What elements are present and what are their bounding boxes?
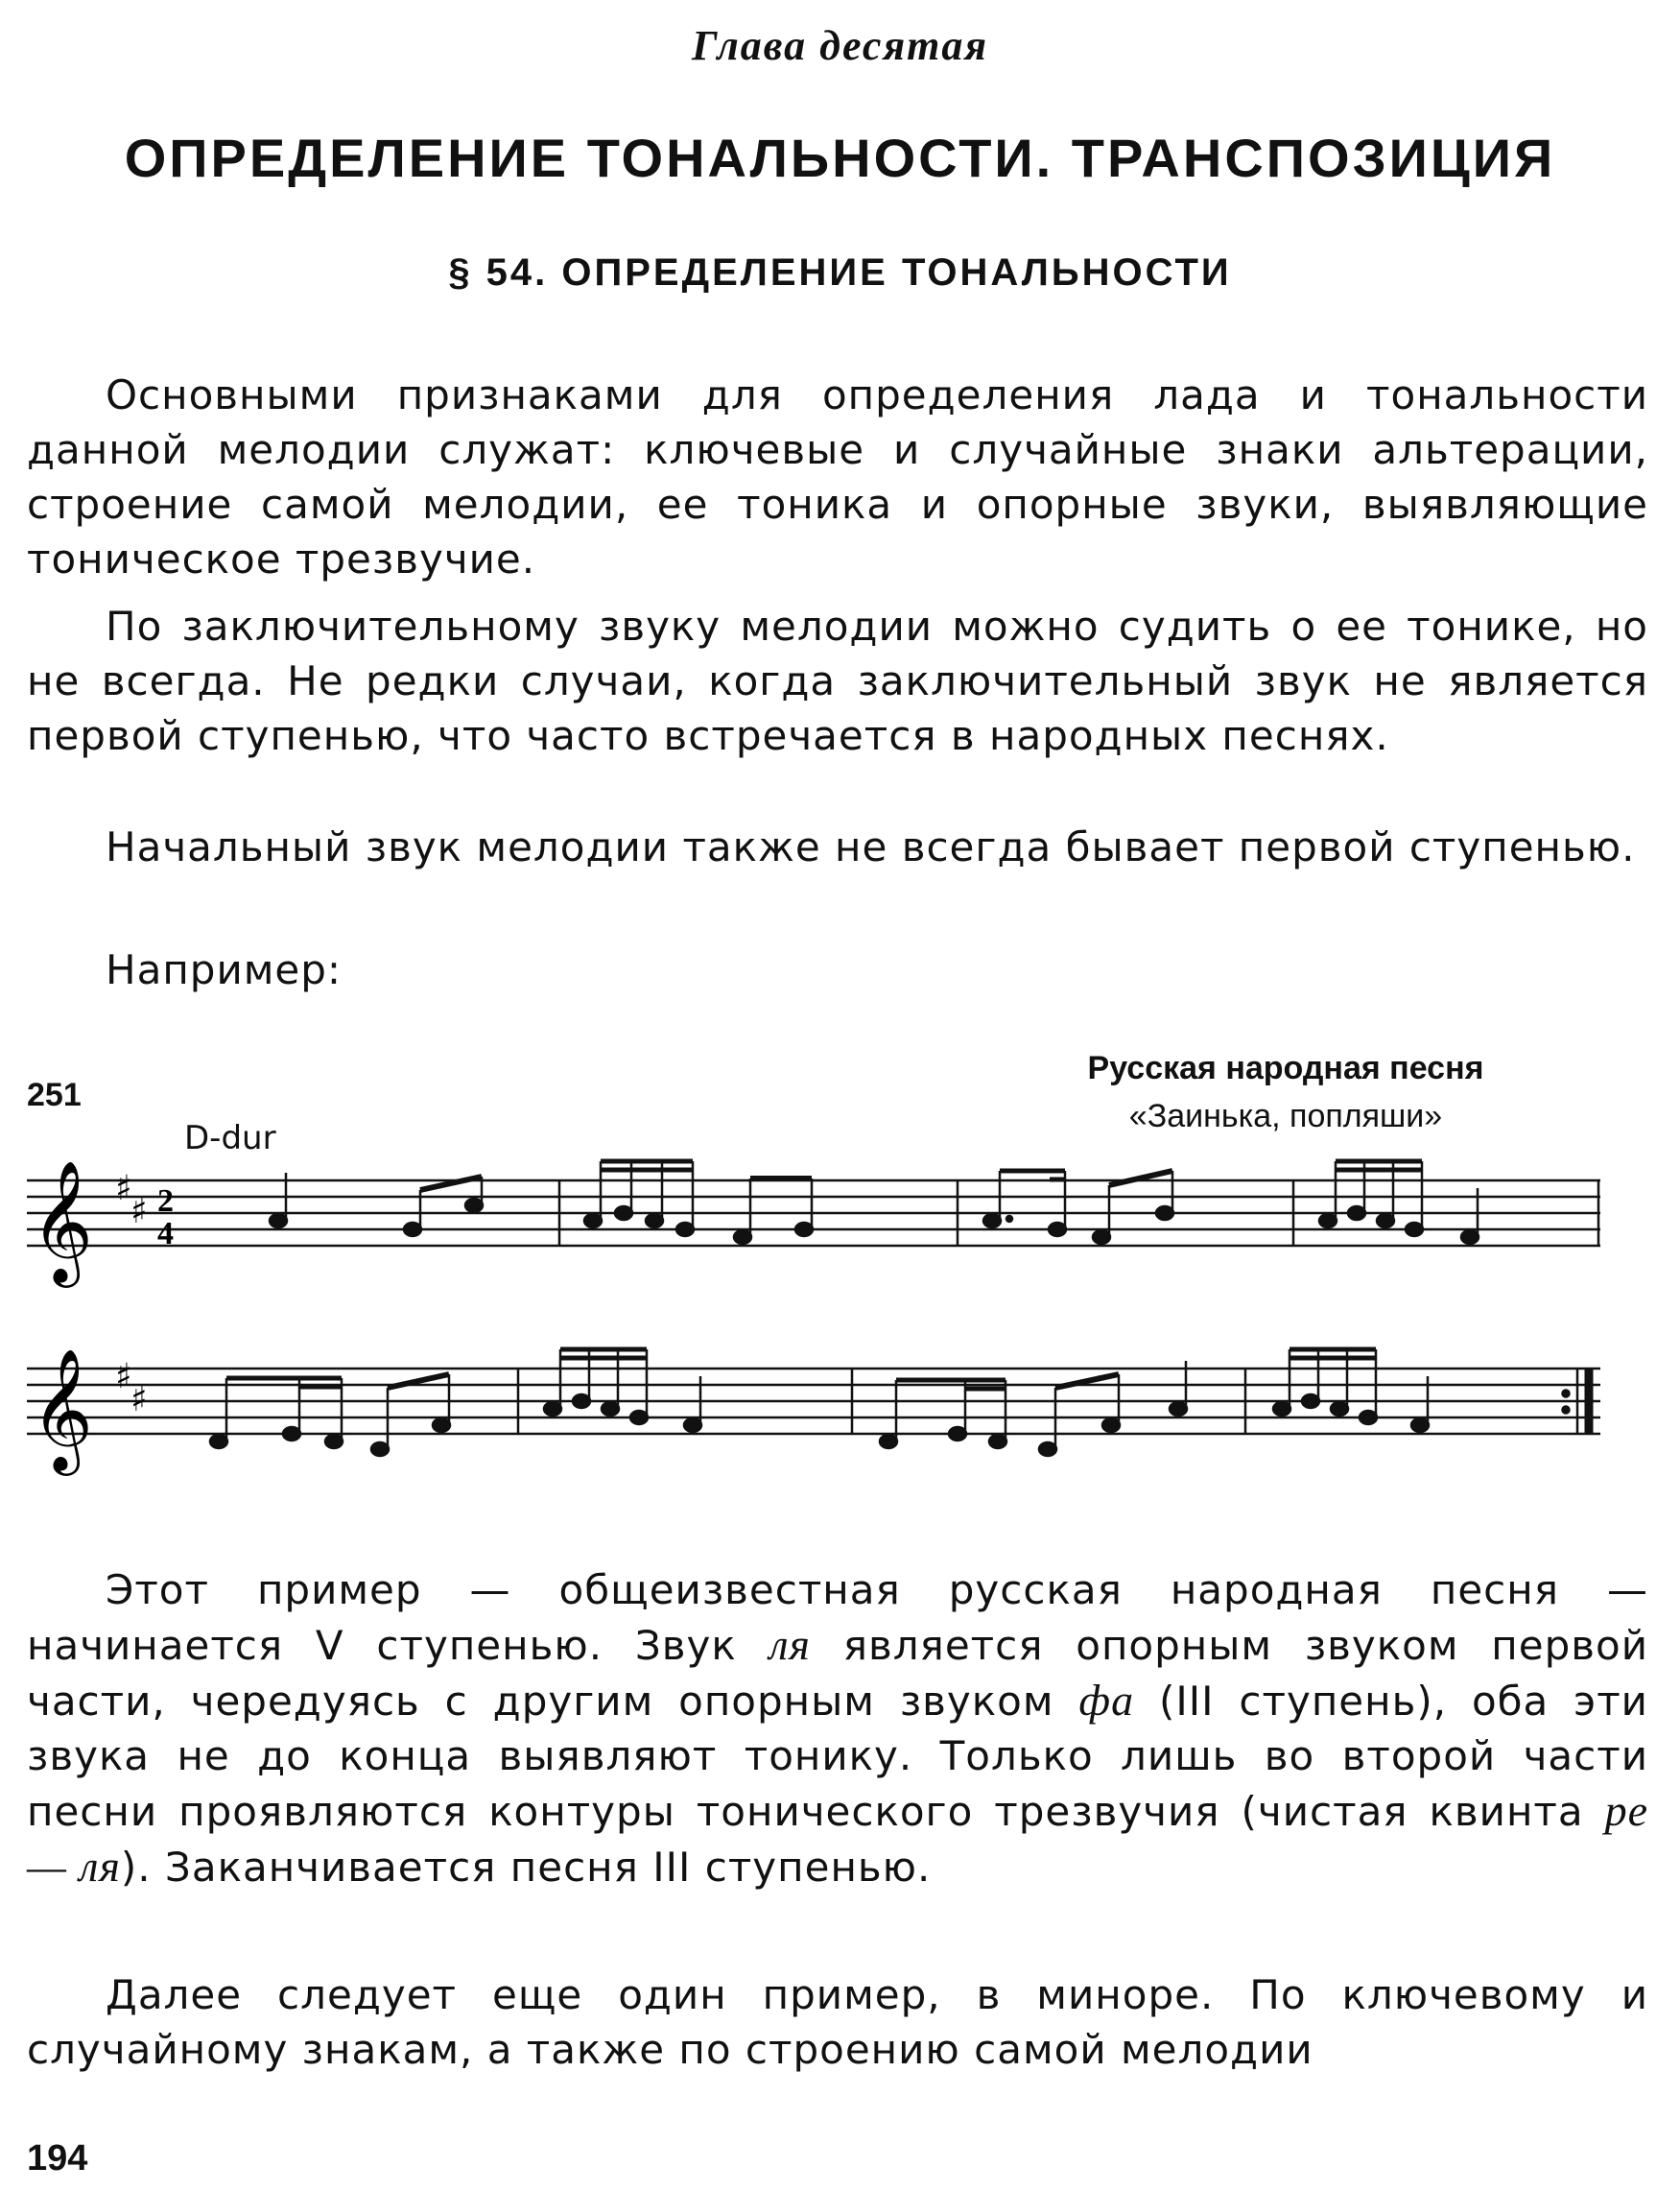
paragraph-6-text: Далее следует еще один пример, в миноре. По ключевому и случайному знакам, а также по строению самой мелодии — [27, 1971, 1648, 2073]
section-heading: § 54. ОПРЕДЕЛЕНИЕ ТОНАЛЬНОСТИ — [448, 251, 1232, 294]
treble-clef-icon: 𝄞 — [31, 1347, 94, 1470]
paragraph-5-text-3: (III ступень), оба эти звука не до конца выявляют тонику. Только лишь во второй части песни проявляются контуры тонического трезвучия (чистая квинта — [27, 1678, 1648, 1835]
paragraph-4: Например: — [106, 946, 343, 993]
sharp-icon: ♯ — [130, 1380, 148, 1419]
chapter-heading: Глава десятая — [691, 22, 989, 69]
page-number: 194 — [27, 2138, 88, 2179]
sharp-icon: ♯ — [130, 1192, 148, 1231]
treble-clef-icon: 𝄞 — [31, 1159, 94, 1282]
time-signature-top: 2 — [157, 1183, 174, 1219]
music-staff-2 — [27, 1340, 1600, 1493]
paragraph-5-text-2: является опорным звуком первой части, чередуясь с другим опорным звуком — [27, 1622, 1648, 1725]
paragraph-3-text: Начальный звук мелодии также не всегда бывает первой ступенью. — [106, 823, 1636, 870]
paragraph-1-text: Основными признаками для определения лада и тональности данной мелодии служат: ключевые и случайные знаки альтерации, строение самой мелодии, ее тоника и опорные звуки, выявляющие тоническое трезвучие. — [27, 371, 1648, 583]
paragraph-3 — [27, 820, 1648, 874]
paragraph-5 — [27, 1562, 1648, 1894]
paragraph-2-text: По заключительному звуку мелодии можно судить о ее тонике, но не всегда. Не редки случаи, когда заключительный звук не является первой ступенью, что часто встречается в народных песнях. — [27, 603, 1648, 759]
paragraph-5-italic-2: фа — [1078, 1676, 1135, 1725]
song-source — [998, 1044, 1574, 1140]
key-label: D-dur — [184, 1119, 276, 1157]
music-staff-1 — [27, 1152, 1600, 1305]
example-number: 251 — [27, 1077, 82, 1113]
chapter-title: ОПРЕДЕЛЕНИЕ ТОНАЛЬНОСТИ. ТРАНСПОЗИЦИЯ — [124, 128, 1556, 188]
paragraph-6 — [27, 1967, 1648, 2077]
paragraph-2 — [27, 599, 1648, 763]
sharp-icon: ♯ — [115, 1357, 132, 1396]
paragraph-5-text-4: ). Заканчивается песня III ступенью. — [120, 1844, 932, 1891]
song-source-line-1: Русская народная песня — [1087, 1050, 1484, 1086]
song-source-line-2: «Заинька, попляши» — [1128, 1098, 1443, 1134]
time-signature-bottom: 4 — [157, 1216, 174, 1251]
paragraph-5-italic-3: ре — ля — [27, 1786, 1648, 1891]
paragraph-5-italic-1: ля — [769, 1620, 811, 1669]
paragraph-5-text-1: Этот пример — общеизвестная русская народная песня — начинается V ступенью. Звук — [27, 1566, 1648, 1669]
sharp-icon: ♯ — [115, 1169, 132, 1208]
paragraph-1 — [27, 368, 1648, 586]
